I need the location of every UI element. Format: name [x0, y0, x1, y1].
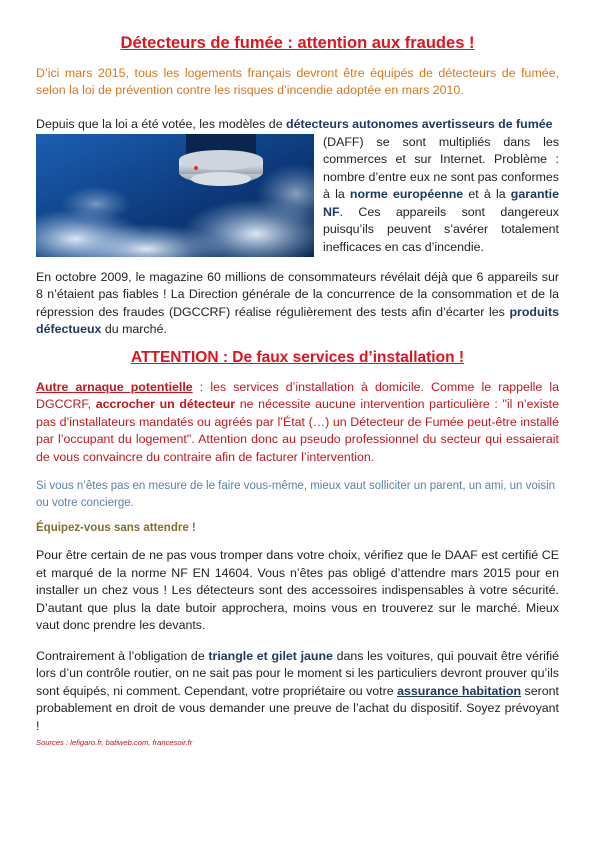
paragraph-60-millions [36, 269, 559, 339]
bold-text: triangle et gilet jaune [208, 648, 333, 663]
section-heading: ATTENTION : De faux services d’installation ! [130, 348, 465, 366]
smoke-detector-photo [36, 134, 314, 257]
paragraph-obligation [36, 648, 559, 736]
smoke-detector-illustration [36, 134, 314, 257]
bold-underlined-text: Autre arnaque potentielle [36, 379, 193, 394]
article [36, 34, 559, 747]
text: seront probablement en droit de vous demander une preuve de l’achat du dispositif. Soyez prévoyant ! [36, 683, 559, 733]
text: En octobre 2009, le magazine 60 millions de consommateurs révélait déjà que 6 appareils sur 8 n’étaient pas fiables ! La Direction générale de la concurrence de la consommation et de la répression des fraudes (DGCCRF) réalise régulièrement des tests afin d’écarter les [36, 269, 559, 319]
text: (DAFF) se sont multipliés dans les commerces et sur Internet. Problème : nombre d’entre eux ne sont pas conformes à la [323, 134, 559, 201]
text: du marché. [101, 322, 167, 336]
bold-underlined-text: assurance habitation [397, 683, 522, 698]
section-one [36, 116, 559, 259]
bold-text: garantie NF [323, 187, 559, 219]
subheading-equipez: Équipez-vous sans attendre ! [36, 522, 196, 534]
paragraph-advice: Si vous n’êtes pas en mesure de le faire vous-même, mieux vaut solliciter un parent, un ami, un voisin ou votre concierge. [36, 480, 556, 509]
page-title: Détecteurs de fumée : attention aux fraudes ! [120, 34, 475, 52]
bold-text: accrocher un détecteur [95, 397, 236, 411]
text: et à la [463, 187, 511, 201]
bold-text: détecteurs autonomes avertisseurs de fumée [286, 117, 553, 131]
intro-paragraph: D’ici mars 2015, tous les logements français devront être équipés de détecteurs de fumée, selon la loi de prévention contre les risques d’incendie adoptée en mars 2010. [36, 66, 559, 97]
paragraph-arnaque [36, 379, 559, 467]
text: ne nécessite aucune intervention particulière : "il n’existe pas d’installateurs mandatés ou agréés par l’État (…) un Détecteur de Fumée peut-être installé par l’occupant du logement". Attention donc au pseudo professionnel du secteur qui essaierait de vous convaincre du contraire afin de facturer l’intervention. [36, 397, 559, 464]
paragraph-certification: Pour être certain de ne pas vous tromper dans votre choix, vérifiez que le DAAF est certifié CE et marqué de la norme NF EN 14604. Vous n’êtes pas obligé d’attendre mars 2015 pour en installer un chez vous ! Les détecteurs sont des accessoires indispensables à votre sécurité. D’autant que plus la date butoir approchera, moins vous en trouverez sur le marché. Mieux vaut donc prendre les devants. [36, 548, 559, 632]
text: Depuis que la loi a été votée, les modèles de [36, 117, 287, 131]
text: : les services d’installation à domicile. Comme le rappelle la DGCCRF, [36, 379, 560, 411]
sources: Sources : lefigaro.fr, batiweb.com, francesoir.fr [36, 738, 193, 747]
bold-text: norme européenne [349, 187, 464, 201]
text: dans les voitures, qui pouvait être vérifié lors d’un contrôle routier, on ne sait pas pour le moment si les particuliers devront prouver qu’ils sont équipés, ni comment. Cependant, votre propriétaire ou votre [36, 648, 559, 698]
paragraph-daff [36, 116, 559, 134]
bold-text: produits défectueux [36, 304, 559, 336]
text: . Ces appareils sont dangereux puisqu’ils peuvent s’avérer totalement inefficaces en cas d’incendie. [323, 204, 559, 254]
text: Contrairement à l’obligation de [36, 648, 209, 663]
